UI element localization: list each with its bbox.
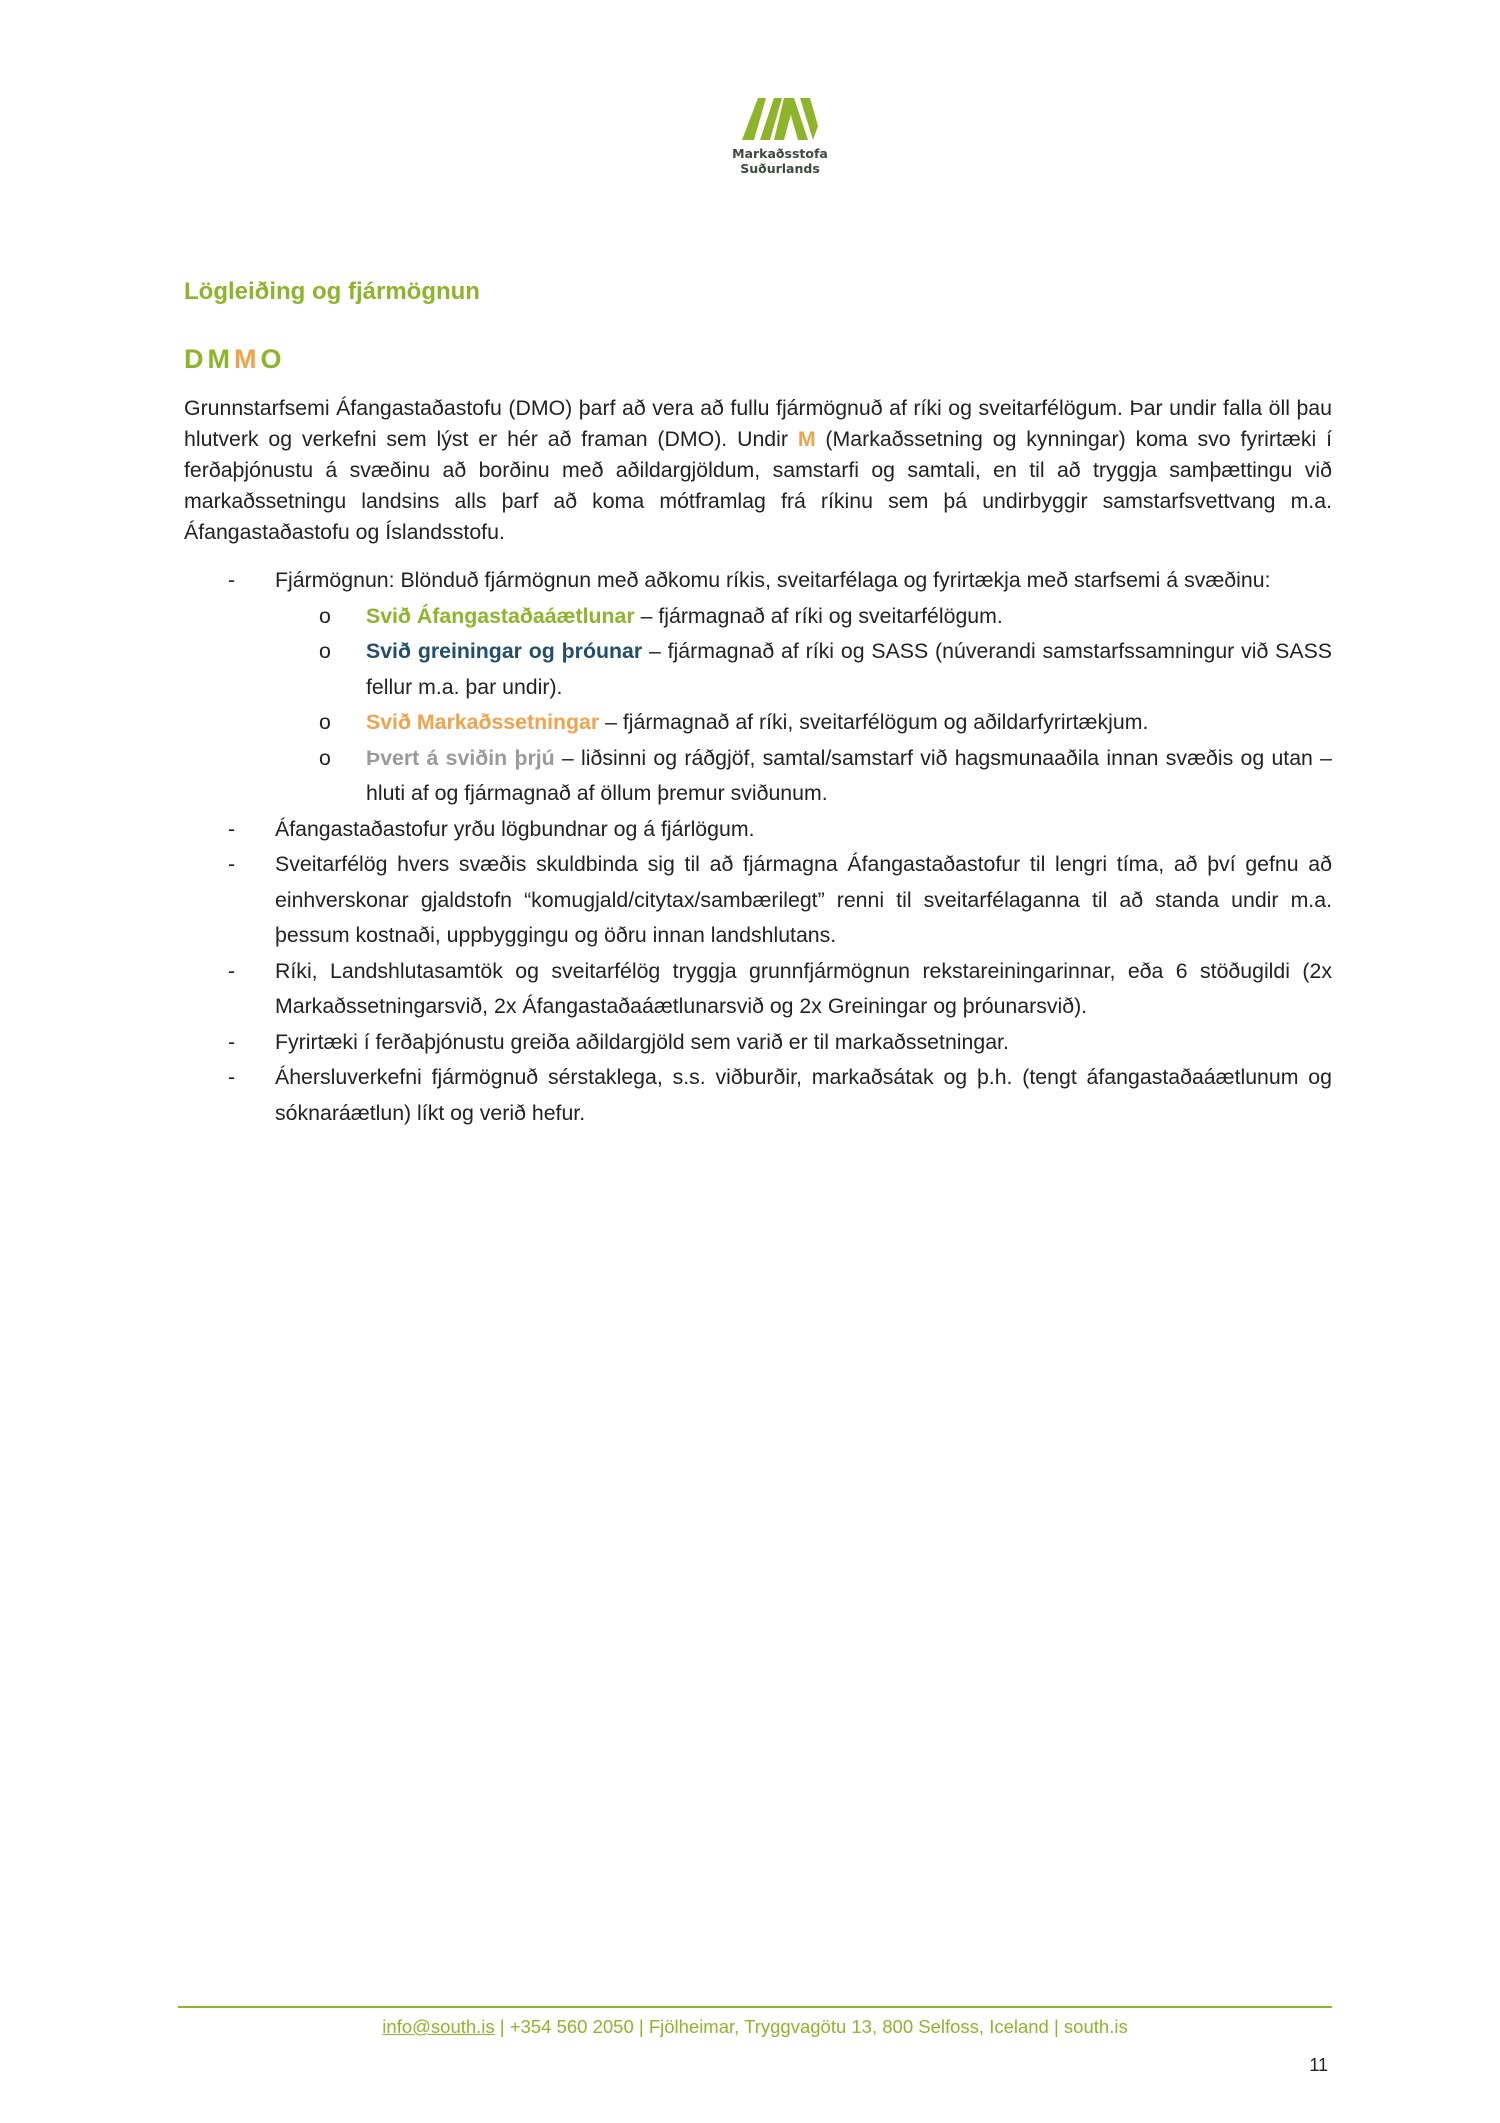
- bullet-list: [184, 563, 1332, 1131]
- dash-marker: -: [228, 1029, 236, 1054]
- list-item-text: Áfangastaðastofur yrðu lögbundnar og á fjárlögum.: [275, 816, 755, 841]
- logo: [720, 96, 840, 176]
- sub-list-item: [184, 599, 1332, 635]
- logo-line-1: Markaðsstofa: [732, 146, 828, 161]
- sub-item-text: – fjármagnað af ríki og sveitarfélögum.: [634, 603, 1003, 628]
- footer-contact-text: | +354 560 2050 | Fjölheimar, Tryggvagötu 13, 800 Selfoss, Iceland | south.is: [494, 2016, 1128, 2037]
- list-item-text: Fjármögnun: Blönduð fjármögnun með aðkomu ríkis, sveitarfélaga og fyrirtækja með starfsemi á svæðinu:: [275, 568, 1271, 592]
- list-item-text: Fyrirtæki í ferðaþjónustu greiða aðildargjöld sem varið er til markaðssetningar.: [275, 1029, 1009, 1054]
- footer-divider: [178, 2006, 1332, 2008]
- list-item: [184, 847, 1332, 954]
- logo-mark-icon: [740, 96, 820, 142]
- dmmo-heading: [184, 344, 286, 375]
- list-item: [184, 1060, 1332, 1131]
- dash-marker: -: [228, 958, 236, 983]
- sub-item-label: Þvert á sviðin þrjú: [366, 745, 555, 770]
- circle-marker: o: [319, 639, 331, 663]
- dash-marker: -: [228, 568, 236, 592]
- list-item: [184, 563, 1332, 599]
- sub-item-label: Svið Markaðssetningar: [366, 710, 600, 734]
- intro-paragraph: [184, 393, 1332, 548]
- list-item-text: Ríki, Landshlutasamtök og sveitarfélög tryggja grunnfjármögnun rekstareiningarinnar, eða 6 stöðugildi (2x Markaðssetningarsvið, 2x Áfangastaðaáætlunarsvið og 2x Greiningar og þróunarsvið).: [275, 958, 1332, 1018]
- sub-item-label: Svið greiningar og þróunar: [366, 639, 643, 663]
- intro-m-highlight: M: [797, 427, 816, 451]
- dmmo-letter-d: D: [184, 344, 208, 374]
- footer-email-link[interactable]: info@south.is: [382, 2016, 495, 2037]
- intro-text-1: Grunnstarfsemi Áfangastaðastofu (DMO) þarf að vera að fullu fjármögnuð af ríki og sveitarfélögum. Þar undir falla öll þau hlutverk og verkefni sem lýst er hér að framan (DMO). Undir: [184, 396, 1332, 451]
- circle-marker: o: [319, 745, 331, 770]
- sub-item-text: – fjármagnað af ríki, sveitarfélögum og aðildarfyrirtækjum.: [599, 710, 1149, 734]
- sub-list-item: [184, 741, 1332, 812]
- sub-list-item: [184, 705, 1332, 741]
- dash-marker: -: [228, 852, 236, 876]
- page-number: 11: [1309, 2055, 1328, 2075]
- sub-item-text: – liðsinni og ráðgjöf, samtal/samstarf við hagsmunaaðila innan svæðis og utan – hluti af og fjármagnað af öllum þremur sviðunum.: [366, 745, 1332, 805]
- circle-marker: o: [319, 603, 331, 628]
- logo-line-2: Suðurlands: [740, 161, 820, 176]
- dash-marker: -: [228, 816, 236, 841]
- dmmo-letter-o: O: [260, 344, 286, 374]
- dash-marker: -: [228, 1065, 236, 1089]
- sub-item-label: Svið Áfangastaðaáætlunar: [366, 603, 635, 628]
- list-item-text: Áhersluverkefni fjármögnuð sérstaklega, s.s. viðburðir, markaðsátak og þ.h. (tengt áfangastaðaáætlunum og sóknaráætlun) líkt og verið hefur.: [275, 1065, 1332, 1125]
- footer: [178, 2016, 1332, 2038]
- sub-list-item: [184, 634, 1332, 705]
- list-item: [184, 1025, 1332, 1061]
- list-item-text: Sveitarfélög hvers svæðis skuldbinda sig til að fjármagna Áfangastaðastofur til lengri tíma, að því gefnu að einhverskonar gjaldstofn “komugjald/citytax/sambærilegt” renni til sveitarfélaganna til að standa undir m.a. þessum kostnaði, uppbyggingu og öðru innan landshlutans.: [275, 852, 1332, 947]
- list-item: [184, 954, 1332, 1025]
- dmmo-letter-m2: M: [234, 344, 261, 374]
- section-heading: Lögleiðing og fjármögnun: [184, 278, 480, 305]
- intro-text-2: (Markaðssetning og kynningar) koma svo fyrirtæki í ferðaþjónustu á svæðinu að borðinu með aðildargjöldum, samstarfi og samtali, en til að tryggja samþættingu við markaðssetningu landsins alls þarf að koma mótframlag frá ríkinu sem þá undirbyggir samstarfsvettvang m.a. Áfangastaðastofu og Íslandsstofu.: [184, 427, 1332, 544]
- dmmo-letter-m1: M: [207, 344, 234, 374]
- circle-marker: o: [319, 710, 331, 734]
- list-item: [184, 812, 1332, 848]
- sub-item-text: – fjármagnað af ríki og SASS (núverandi samstarfssamningur við SASS fellur m.a. þar undir).: [366, 639, 1332, 699]
